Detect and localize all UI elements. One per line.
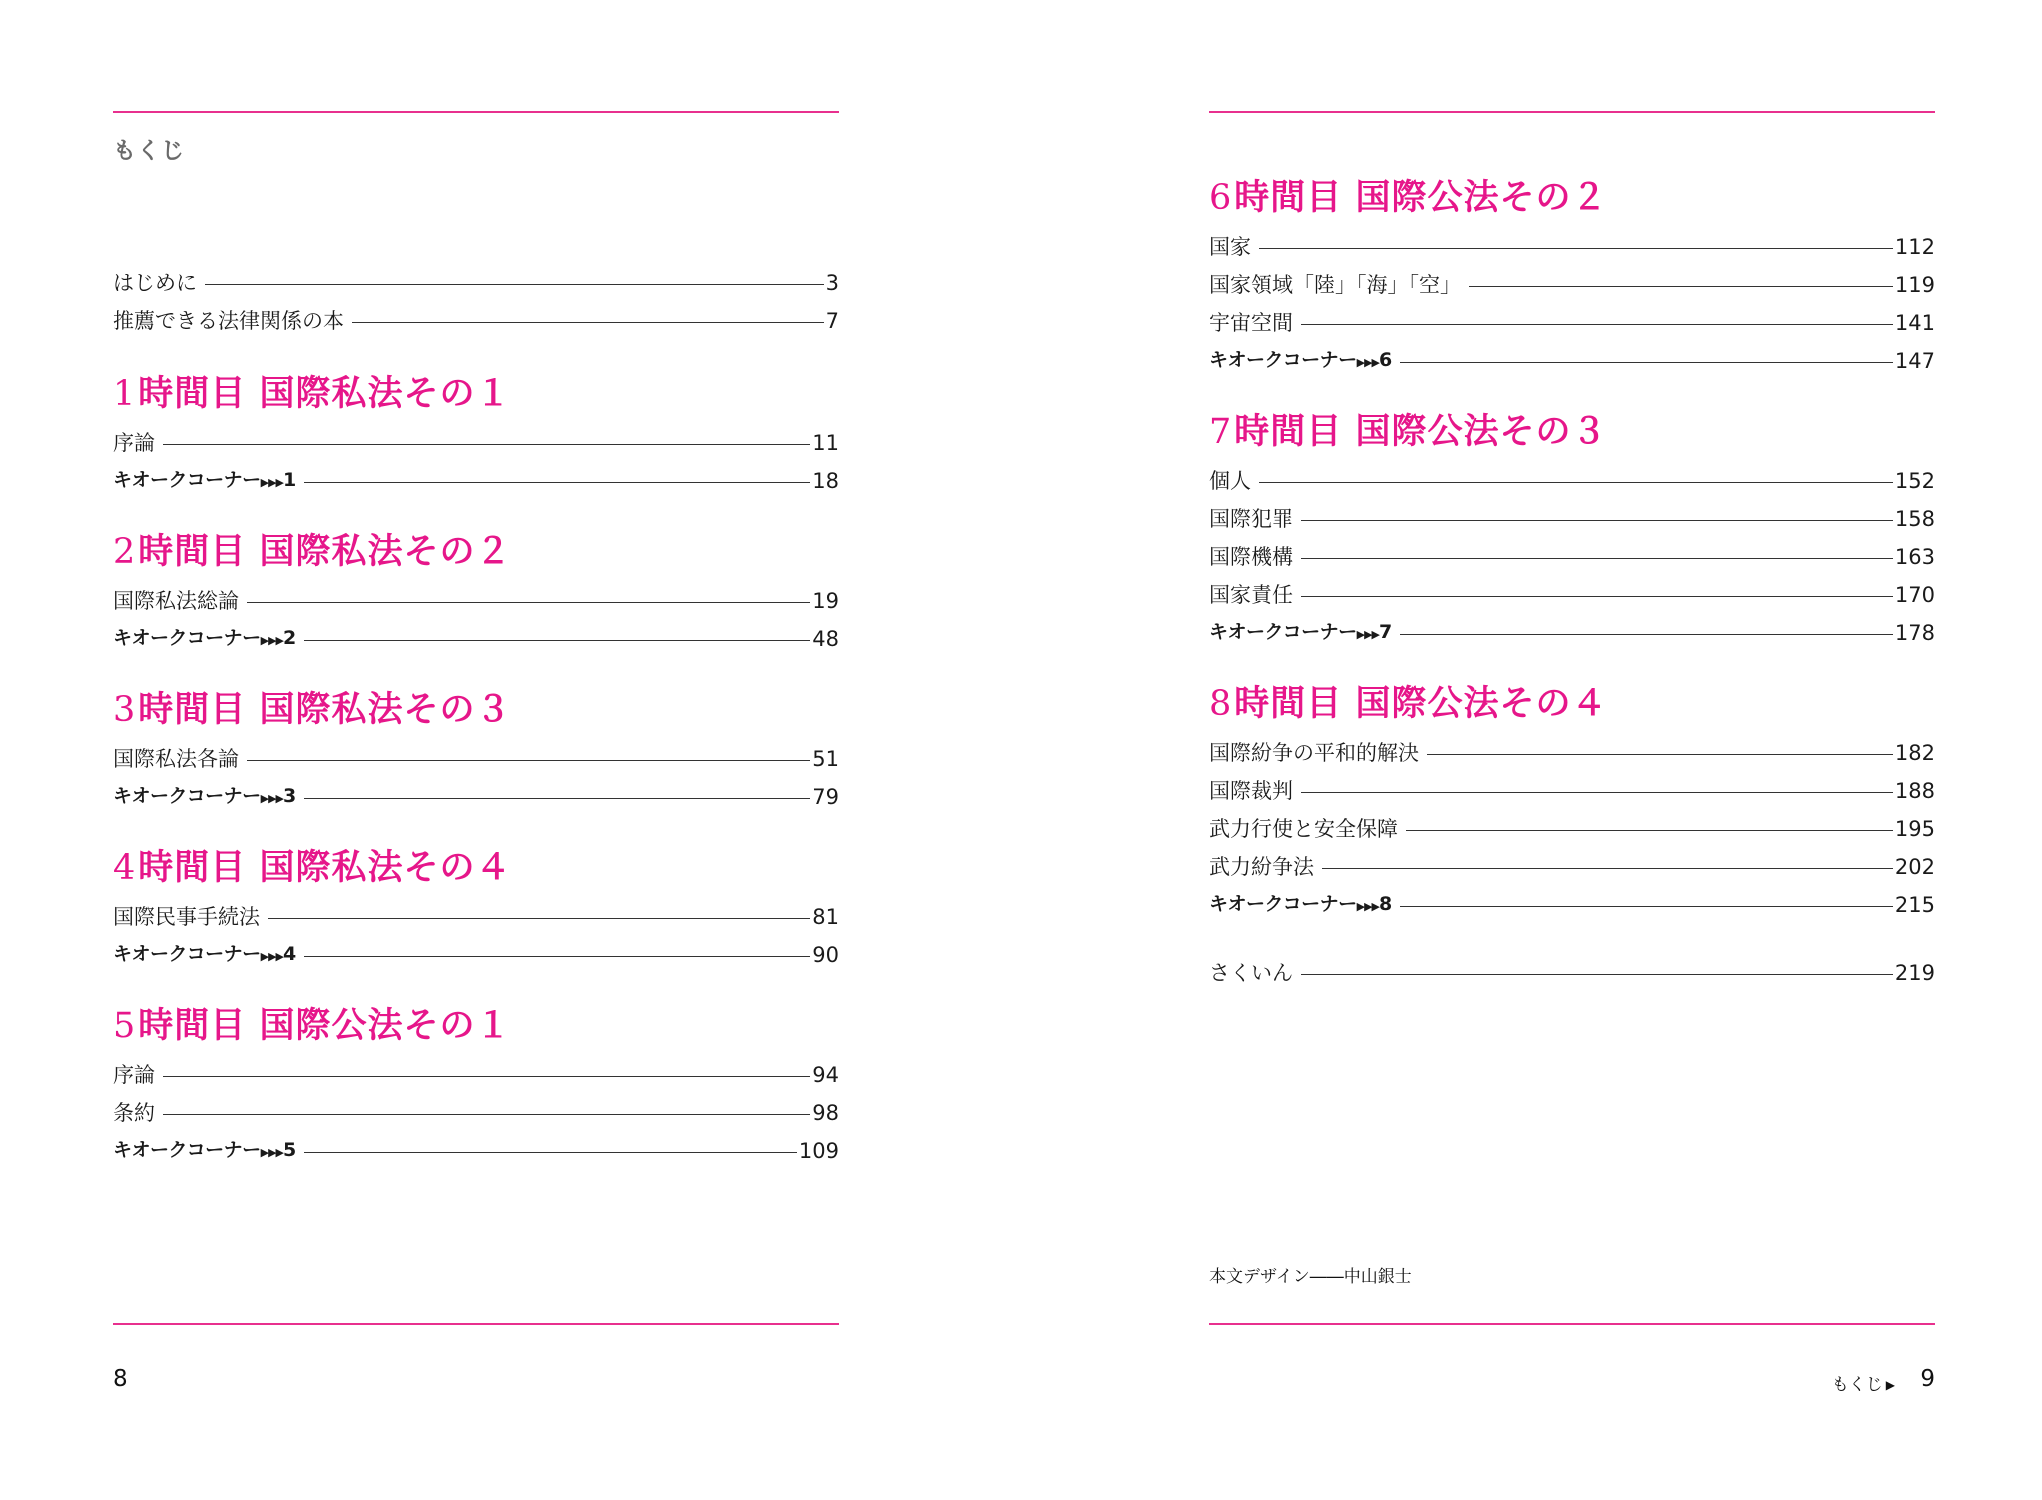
chapter-list [1209, 146, 1935, 992]
arrows-icon: ▶▶▶ [1356, 355, 1380, 369]
bottom-rule [1209, 1323, 1935, 1325]
toc-entry[interactable]: 国家責任 170 [1209, 583, 1935, 607]
toc-entry[interactable]: 国際私法各論 51 [113, 747, 839, 771]
arrows-icon: ▶▶▶ [260, 1145, 284, 1159]
toc-entry[interactable]: 国際機構 163 [1209, 545, 1935, 569]
toc-entry[interactable]: 国際紛争の平和的解決 182 [1209, 741, 1935, 765]
kioku-corner-entry[interactable]: キオークコーナー▶▶▶6 147 [1209, 348, 1935, 373]
triangle-right-icon: ▶ [1885, 1378, 1895, 1392]
toc-entry[interactable]: 序論 11 [113, 431, 839, 455]
arrows-icon: ▶▶▶ [260, 633, 284, 647]
toc-entry[interactable]: 国際私法総論 19 [113, 589, 839, 613]
leader-line [352, 322, 824, 323]
kioku-corner-entry[interactable]: キオークコーナー▶▶▶4 90 [113, 942, 839, 967]
kioku-corner-entry[interactable]: キオークコーナー▶▶▶1 18 [113, 468, 839, 493]
top-rule [113, 111, 839, 113]
toc-entry[interactable]: 宇宙空間 141 [1209, 311, 1935, 335]
left-page [113, 0, 839, 1500]
running-head: もくじ ▶ [1831, 1375, 1895, 1395]
intro-entries [113, 264, 839, 340]
arrows-icon: ▶▶▶ [1356, 627, 1380, 641]
toc-entry[interactable]: はじめに 3 [113, 271, 839, 295]
page-number: 8 [113, 1366, 128, 1392]
arrows-icon: ▶▶▶ [1356, 899, 1380, 913]
chapter-heading[interactable]: 7時間目 国際公法その３ [1209, 412, 1608, 452]
design-credit: 本文デザイン――中山銀士 [1209, 1267, 1412, 1287]
toc-entry[interactable]: 国際裁判 188 [1209, 779, 1935, 803]
chapter-heading[interactable]: 5時間目 国際公法その１ [113, 1006, 512, 1046]
toc-entry[interactable]: 国家 112 [1209, 235, 1935, 259]
chapter-heading[interactable]: 3時間目 国際私法その３ [113, 690, 512, 730]
toc-entry[interactable]: 国家領域「陸」「海」「空」 119 [1209, 273, 1935, 297]
index-entry[interactable]: さくいん 219 [1209, 961, 1935, 985]
kioku-corner-entry[interactable]: キオークコーナー▶▶▶5 109 [113, 1138, 839, 1163]
chapter-heading[interactable]: 8時間目 国際公法その４ [1209, 684, 1608, 724]
toc-entry[interactable]: 国際犯罪 158 [1209, 507, 1935, 531]
kioku-corner-entry[interactable]: キオークコーナー▶▶▶2 48 [113, 626, 839, 651]
toc-entry[interactable]: 推薦できる法律関係の本 7 [113, 309, 839, 333]
chapter-heading[interactable]: 6時間目 国際公法その２ [1209, 178, 1608, 218]
toc-entry[interactable]: 武力紛争法 202 [1209, 855, 1935, 879]
toc-entry[interactable]: 序論 94 [113, 1063, 839, 1087]
right-page [1209, 0, 1935, 1500]
chapter-heading[interactable]: 4時間目 国際私法その４ [113, 848, 512, 888]
top-rule [1209, 111, 1935, 113]
kioku-corner-entry[interactable]: キオークコーナー▶▶▶8 215 [1209, 892, 1935, 917]
arrows-icon: ▶▶▶ [260, 949, 284, 963]
chapter-list [113, 342, 839, 1170]
arrows-icon: ▶▶▶ [260, 475, 284, 489]
page-number: 9 [1920, 1366, 1935, 1392]
chapter-heading[interactable]: 2時間目 国際私法その２ [113, 532, 512, 572]
toc-entry[interactable]: 武力行使と安全保障 195 [1209, 817, 1935, 841]
bottom-rule [113, 1323, 839, 1325]
leader-line [205, 284, 824, 285]
kioku-corner-entry[interactable]: キオークコーナー▶▶▶7 178 [1209, 620, 1935, 645]
arrows-icon: ▶▶▶ [260, 791, 284, 805]
toc-entry[interactable]: 国際民事手続法 81 [113, 905, 839, 929]
page-title: もくじ [113, 138, 185, 164]
toc-entry[interactable]: 条約 98 [113, 1101, 839, 1125]
toc-entry[interactable]: 個人 152 [1209, 469, 1935, 493]
kioku-corner-entry[interactable]: キオークコーナー▶▶▶3 79 [113, 784, 839, 809]
chapter-heading[interactable]: 1時間目 国際私法その１ [113, 374, 512, 414]
